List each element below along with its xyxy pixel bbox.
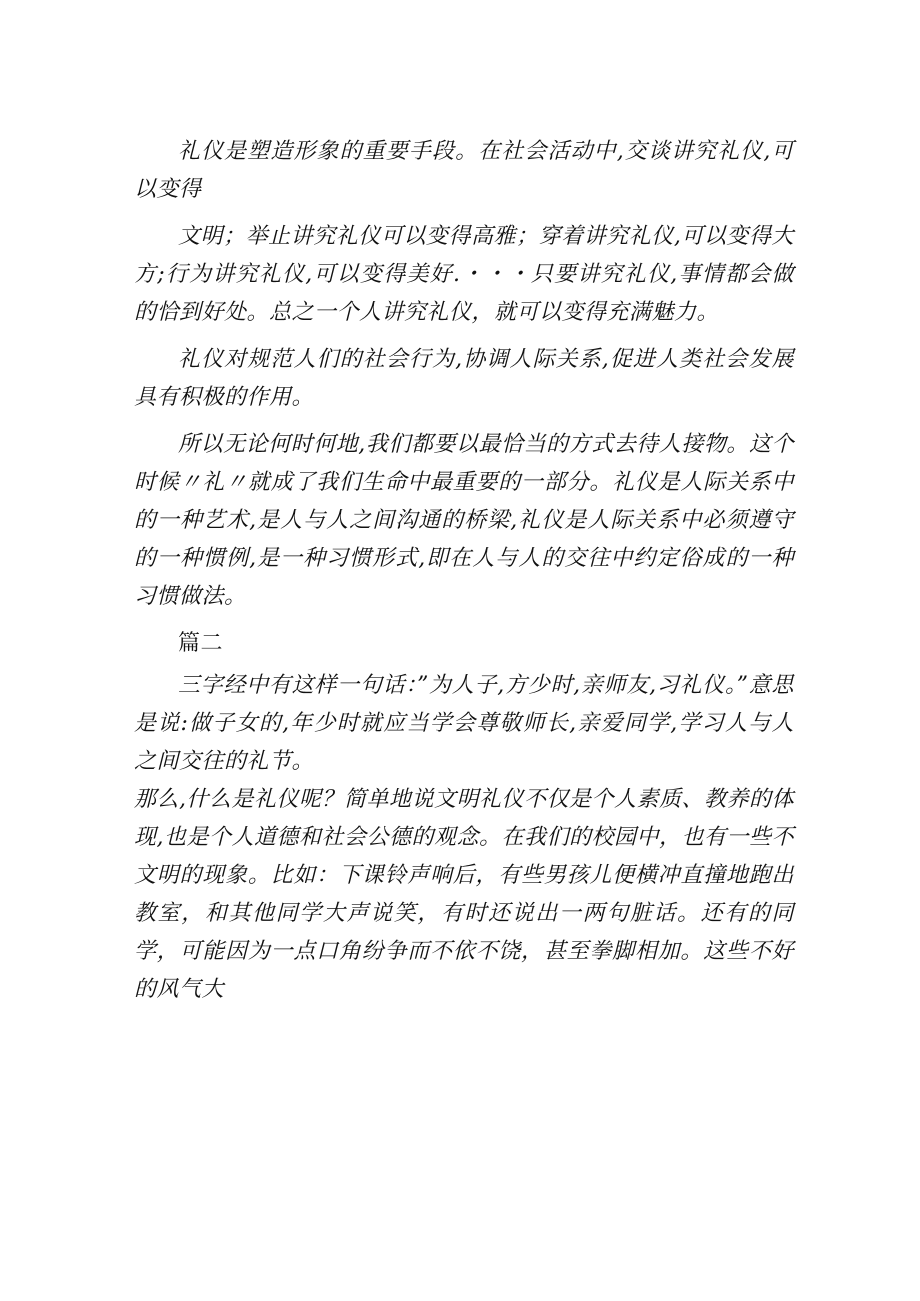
paragraph-4: 所以无论何时何地,我们都要以最恰当的方式去待人接物。这个时候〃礼〃就成了我们生命中最重要的一部分。礼仪是人际关系中的一种艺术,是人与人之间沟通的桥梁,礼仪是人际关系中必须遵守的一种惯例,是一种习惯形式,即在人与人的交往中约定俗成的一种习惯做法。 [134, 432, 794, 609]
document-body [134, 133, 794, 1018]
paragraph-6: 那么,什么是礼仪呢？简单地说文明礼仪不仅是个人素质、教养的体现,也是个人道德和社会公德的观念。在我们的校园中，也有一些不文明的现象。比如：下课铃声响后，有些男孩儿便横冲直撞地跑出教室，和其他同学大声说笑，有时还说出一两句脏话。还有的同学，可能因为一点口角纷争而不依不饶，甚至拳脚相加。这些不好的风气大 [134, 787, 794, 1002]
paragraph-2: 文明；举止讲究礼仪可以变得高雅；穿着讲究礼仪,可以变得大方;行为讲究礼仪,可以变得美好.・・・只要讲究礼仪,事情都会做的恰到好处。总之一个人讲究礼仪，就可以变得充满魅力。 [134, 224, 794, 325]
paragraph-1: 礼仪是塑造形象的重要手段。在社会活动中,交谈讲究礼仪,可以变得 [134, 139, 794, 202]
section-heading: 篇二 [178, 631, 224, 656]
paragraph-5: 三字经中有这样一句话：”为人子,方少时,亲师友,习礼仪。”意思是说:做子女的,年少时就应当学会尊敬师长,亲爱同学,学习人与人之间交往的礼节。 [134, 673, 794, 774]
paragraph-3: 礼仪对规范人们的社会行为,协调人际关系,促进人类社会发展具有积极的作用。 [134, 347, 794, 410]
